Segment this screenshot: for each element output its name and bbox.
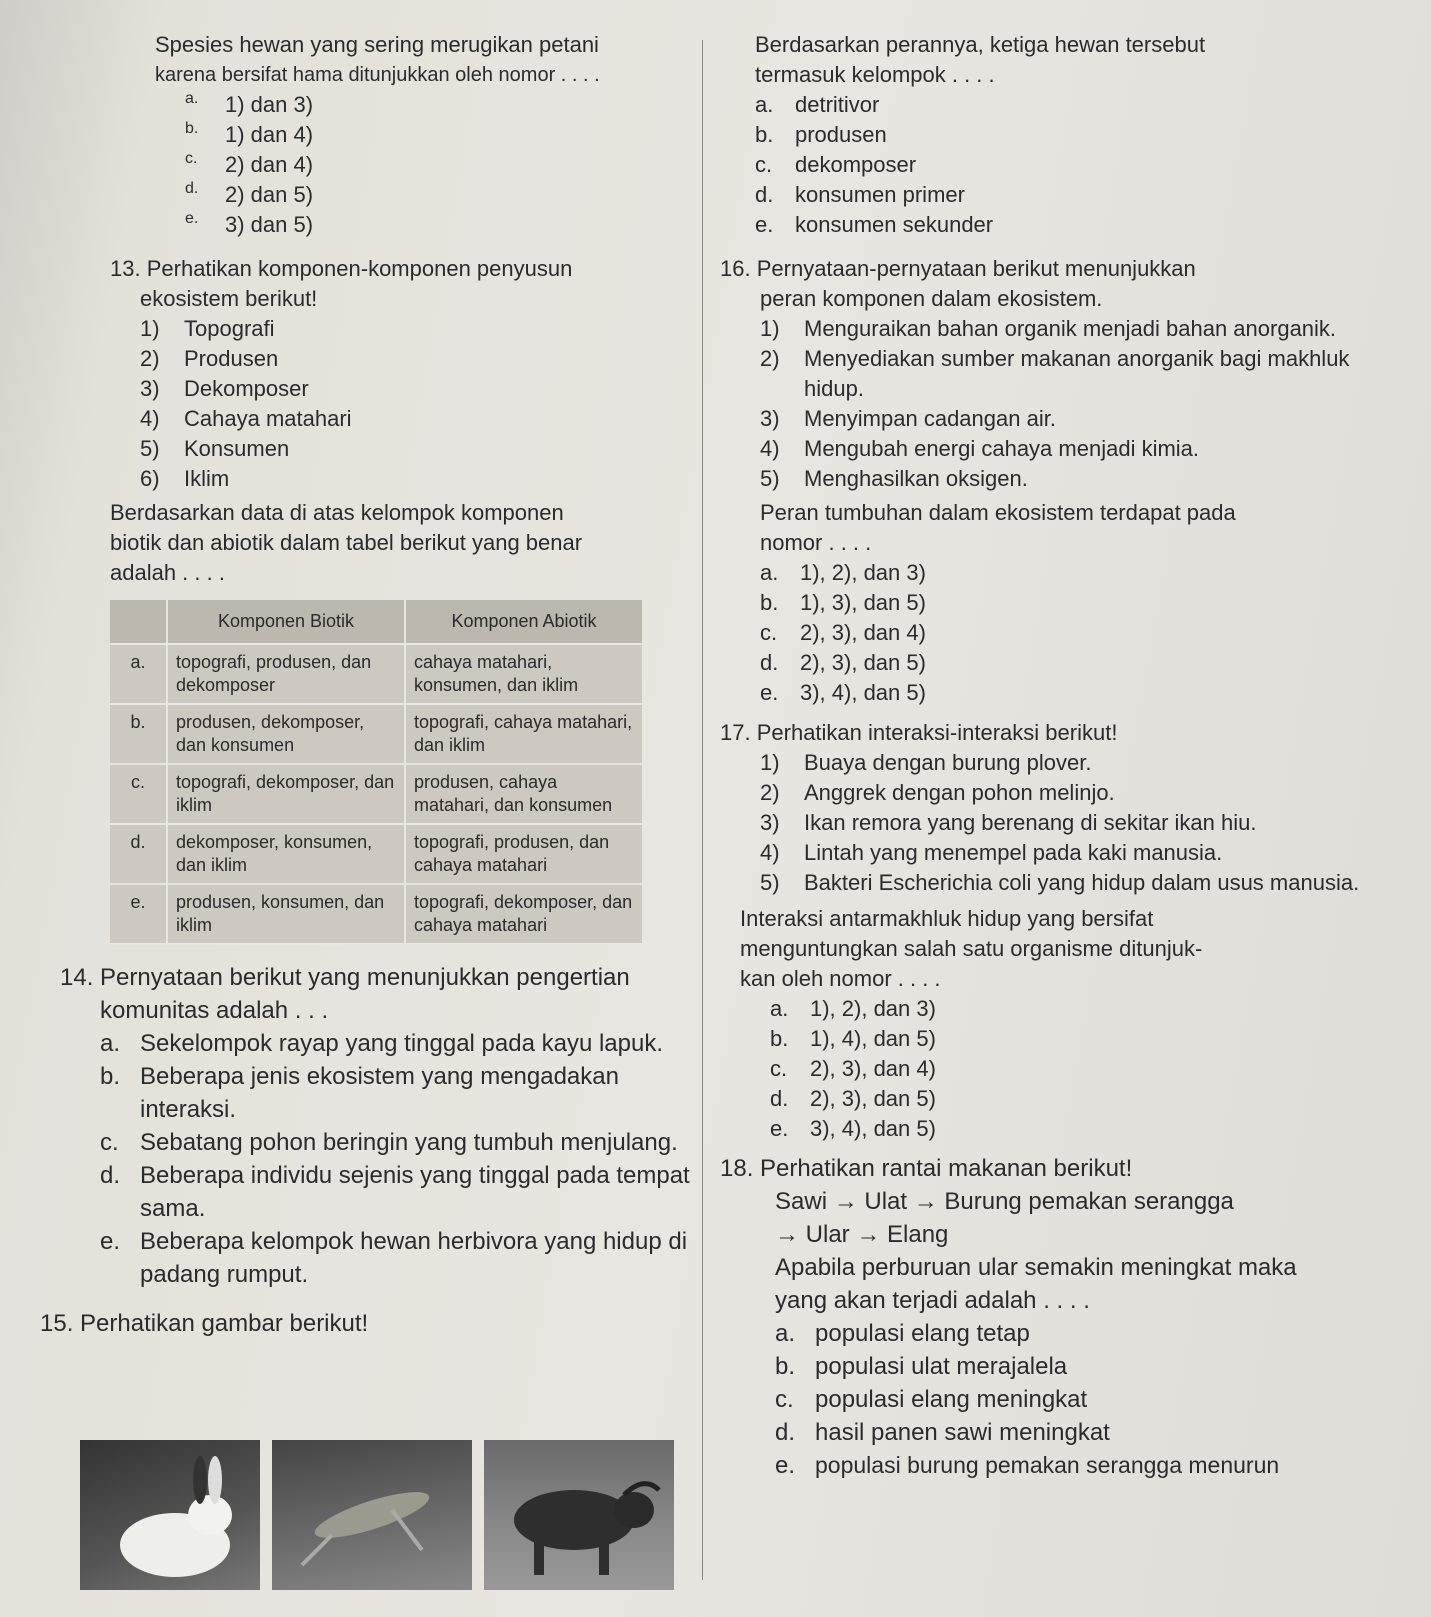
q18-option-d[interactable]: d. hasil panen sawi meningkat bbox=[775, 1419, 1110, 1446]
q18-option-c[interactable]: c. populasi elang meningkat bbox=[775, 1386, 1088, 1413]
table-header-biotik: Komponen Biotik bbox=[167, 600, 405, 644]
q16-option-b[interactable]: b. 1), 3), dan 5) bbox=[760, 590, 926, 615]
q15-stem: 15. Perhatikan gambar berikut! bbox=[40, 1310, 369, 1337]
grasshopper-icon bbox=[272, 1440, 472, 1590]
q17-item: 3) Ikan remora yang berenang di sekitar ikan hiu. bbox=[760, 810, 1257, 835]
q12-option-c[interactable]: c. 2) dan 4) bbox=[185, 150, 314, 177]
q14-stem-line1: 14. Pernyataan berikut yang menunjukkan pengertian bbox=[60, 964, 630, 991]
q13-item: 3) Dekomposer bbox=[140, 376, 309, 401]
q13-after-line3: adalah . . . . bbox=[110, 560, 225, 585]
rabbit-icon bbox=[80, 1440, 260, 1590]
q18-option-e[interactable]: e. populasi burung pemakan serangga menurun bbox=[775, 1452, 1280, 1479]
q12-stem-line2: karena bersifat hama ditunjukkan oleh nomor . . . . bbox=[155, 64, 600, 86]
q18-after-line2: yang akan terjadi adalah . . . . bbox=[775, 1287, 1090, 1314]
q17-items bbox=[720, 748, 1410, 898]
table-row[interactable]: a. topografi, produsen, dan dekomposer cahaya matahari, konsumen, dan iklim bbox=[110, 644, 643, 704]
column-divider bbox=[702, 40, 703, 1580]
q13-table bbox=[110, 600, 644, 945]
q17-option-c[interactable]: c. 2), 3), dan 4) bbox=[770, 1056, 936, 1081]
q14-option-c[interactable]: c. Sebatang pohon beringin yang tumbuh menjulang. bbox=[100, 1129, 678, 1156]
q13-item: 4) Cahaya matahari bbox=[140, 406, 352, 431]
q13-item: 6) Iklim bbox=[140, 466, 230, 491]
question-13 bbox=[40, 254, 690, 588]
q16-option-a[interactable]: a. 1), 2), dan 3) bbox=[760, 560, 926, 585]
q13-stem-line1: 13. Perhatikan komponen-komponen penyusun bbox=[110, 256, 573, 281]
q14-option-e[interactable]: e. Beberapa kelompok hewan herbivora yang hidup di padang rumput. bbox=[100, 1228, 688, 1288]
q16-option-d[interactable]: d. 2), 3), dan 5) bbox=[760, 650, 926, 675]
q15-cont-line2: termasuk kelompok . . . . bbox=[755, 62, 995, 87]
q15-images bbox=[80, 1420, 680, 1580]
q16-stem-line1: 16. Pernyataan-pernyataan berikut menunjukkan bbox=[720, 256, 1196, 281]
table-row[interactable]: e. produsen, konsumen, dan iklim topografi, dekomposer, dan cahaya matahari bbox=[110, 884, 643, 944]
rabbit-image bbox=[80, 1440, 260, 1590]
q16-after-line1: Peran tumbuhan dalam ekosistem terdapat pada bbox=[760, 500, 1236, 525]
q17-option-a[interactable]: a. 1), 2), dan 3) bbox=[770, 996, 936, 1021]
q16-item: 2) Menyediakan sumber makanan anorganik bagi makhluk hidup. bbox=[760, 346, 1350, 401]
question-15-continued bbox=[720, 30, 1410, 240]
q13-stem-line2: ekosistem berikut! bbox=[140, 286, 318, 311]
q12-option-b[interactable]: b. 1) dan 4) bbox=[185, 120, 314, 147]
right-column bbox=[720, 30, 1410, 1488]
q12-option-e[interactable]: e. 3) dan 5) bbox=[185, 210, 314, 237]
q16-after-line2: nomor . . . . bbox=[760, 530, 872, 555]
table-header-row bbox=[110, 600, 643, 644]
q17-item: 4) Lintah yang menempel pada kaki manusia. bbox=[760, 840, 1223, 865]
q18-chain-line2: → Ular → Elang bbox=[775, 1221, 949, 1248]
q18-after-line1: Apabila perburuan ular semakin meningkat maka bbox=[775, 1254, 1297, 1281]
table-row[interactable]: d. dekomposer, konsumen, dan iklim topografi, produsen, dan cahaya matahari bbox=[110, 824, 643, 884]
q13-items bbox=[110, 314, 690, 494]
q14-option-b[interactable]: b. Beberapa jenis ekosistem yang mengadakan interaksi. bbox=[100, 1063, 619, 1123]
q17-item: 5) Bakteri Escherichia coli yang hidup dalam usus manusia. bbox=[760, 870, 1360, 895]
q13-after-line2: biotik dan abiotik dalam tabel berikut yang benar bbox=[110, 530, 583, 555]
question-12 bbox=[40, 30, 690, 240]
question-17 bbox=[720, 718, 1410, 1144]
q17-stem: 17. Perhatikan interaksi-interaksi berikut! bbox=[720, 720, 1118, 745]
q16-option-e[interactable]: e. 3), 4), dan 5) bbox=[760, 680, 926, 705]
grasshopper-image bbox=[272, 1440, 472, 1590]
q12-stem-line1: Spesies hewan yang sering merugikan petani bbox=[155, 32, 599, 57]
q15-option-e[interactable]: e. konsumen sekunder bbox=[755, 212, 994, 237]
q18-chain-line1: Sawi → Ulat → Burung pemakan serangga bbox=[775, 1188, 1234, 1215]
q12-option-d[interactable]: d. 2) dan 5) bbox=[185, 180, 314, 207]
question-18 bbox=[720, 1152, 1410, 1482]
q13-item: 2) Produsen bbox=[140, 346, 279, 371]
table-header-abiotik: Komponen Abiotik bbox=[405, 600, 643, 644]
q16-stem-line2: peran komponen dalam ekosistem. bbox=[760, 286, 1103, 311]
q17-after-line2: menguntungkan salah satu organisme ditunjuk- bbox=[740, 936, 1203, 961]
table-row[interactable]: c. topografi, dekomposer, dan iklim produsen, cahaya matahari, dan konsumen bbox=[110, 764, 643, 824]
q14-option-a[interactable]: a. Sekelompok rayap yang tinggal pada kayu lapuk. bbox=[100, 1030, 664, 1057]
q16-item: 5) Menghasilkan oksigen. bbox=[760, 466, 1028, 491]
q15-option-b[interactable]: b. produsen bbox=[755, 122, 887, 147]
q17-after-line3: kan oleh nomor . . . . bbox=[740, 966, 941, 991]
buffalo-icon bbox=[484, 1440, 674, 1590]
question-15 bbox=[40, 1307, 690, 1340]
q18-option-b[interactable]: b. populasi ulat merajalela bbox=[775, 1353, 1068, 1380]
q14-stem-line2: komunitas adalah . . . bbox=[100, 997, 329, 1024]
q17-option-b[interactable]: b. 1), 4), dan 5) bbox=[770, 1026, 936, 1051]
q16-item: 1) Menguraikan bahan organik menjadi bahan anorganik. bbox=[760, 316, 1337, 341]
q17-after-line1: Interaksi antarmakhluk hidup yang bersifat bbox=[740, 906, 1154, 931]
q16-item: 4) Mengubah energi cahaya menjadi kimia. bbox=[760, 436, 1200, 461]
q15-option-c[interactable]: c. dekomposer bbox=[755, 152, 917, 177]
q15-option-a[interactable]: a. detritivor bbox=[755, 92, 880, 117]
table-row[interactable]: b. produsen, dekomposer, dan konsumen topografi, cahaya matahari, dan iklim bbox=[110, 704, 643, 764]
question-16 bbox=[720, 254, 1410, 708]
q16-items bbox=[720, 314, 1410, 494]
q15-option-d[interactable]: d. konsumen primer bbox=[755, 182, 965, 207]
q16-item: 3) Menyimpan cadangan air. bbox=[760, 406, 1056, 431]
q16-option-c[interactable]: c. 2), 3), dan 4) bbox=[760, 620, 926, 645]
q17-option-e[interactable]: e. 3), 4), dan 5) bbox=[770, 1116, 936, 1141]
q13-item: 1) Topografi bbox=[140, 316, 275, 341]
left-column bbox=[40, 30, 690, 1346]
q12-option-a[interactable]: a. 1) dan 3) bbox=[185, 90, 314, 117]
q17-option-d[interactable]: d. 2), 3), dan 5) bbox=[770, 1086, 936, 1111]
q18-option-a[interactable]: a. populasi elang tetap bbox=[775, 1320, 1030, 1347]
table-header-blank bbox=[110, 600, 167, 644]
buffalo-image bbox=[484, 1440, 674, 1590]
q14-option-d[interactable]: d. Beberapa individu sejenis yang tinggal pada tempat sama. bbox=[100, 1162, 690, 1222]
q17-item: 1) Buaya dengan burung plover. bbox=[760, 750, 1092, 775]
q18-stem: 18. Perhatikan rantai makanan berikut! bbox=[720, 1155, 1133, 1182]
q13-after-line1: Berdasarkan data di atas kelompok komponen bbox=[110, 500, 564, 525]
q15-cont-line1: Berdasarkan perannya, ketiga hewan tersebut bbox=[755, 32, 1206, 57]
q13-item: 5) Konsumen bbox=[140, 436, 290, 461]
question-14 bbox=[40, 961, 690, 1291]
q17-item: 2) Anggrek dengan pohon melinjo. bbox=[760, 780, 1115, 805]
